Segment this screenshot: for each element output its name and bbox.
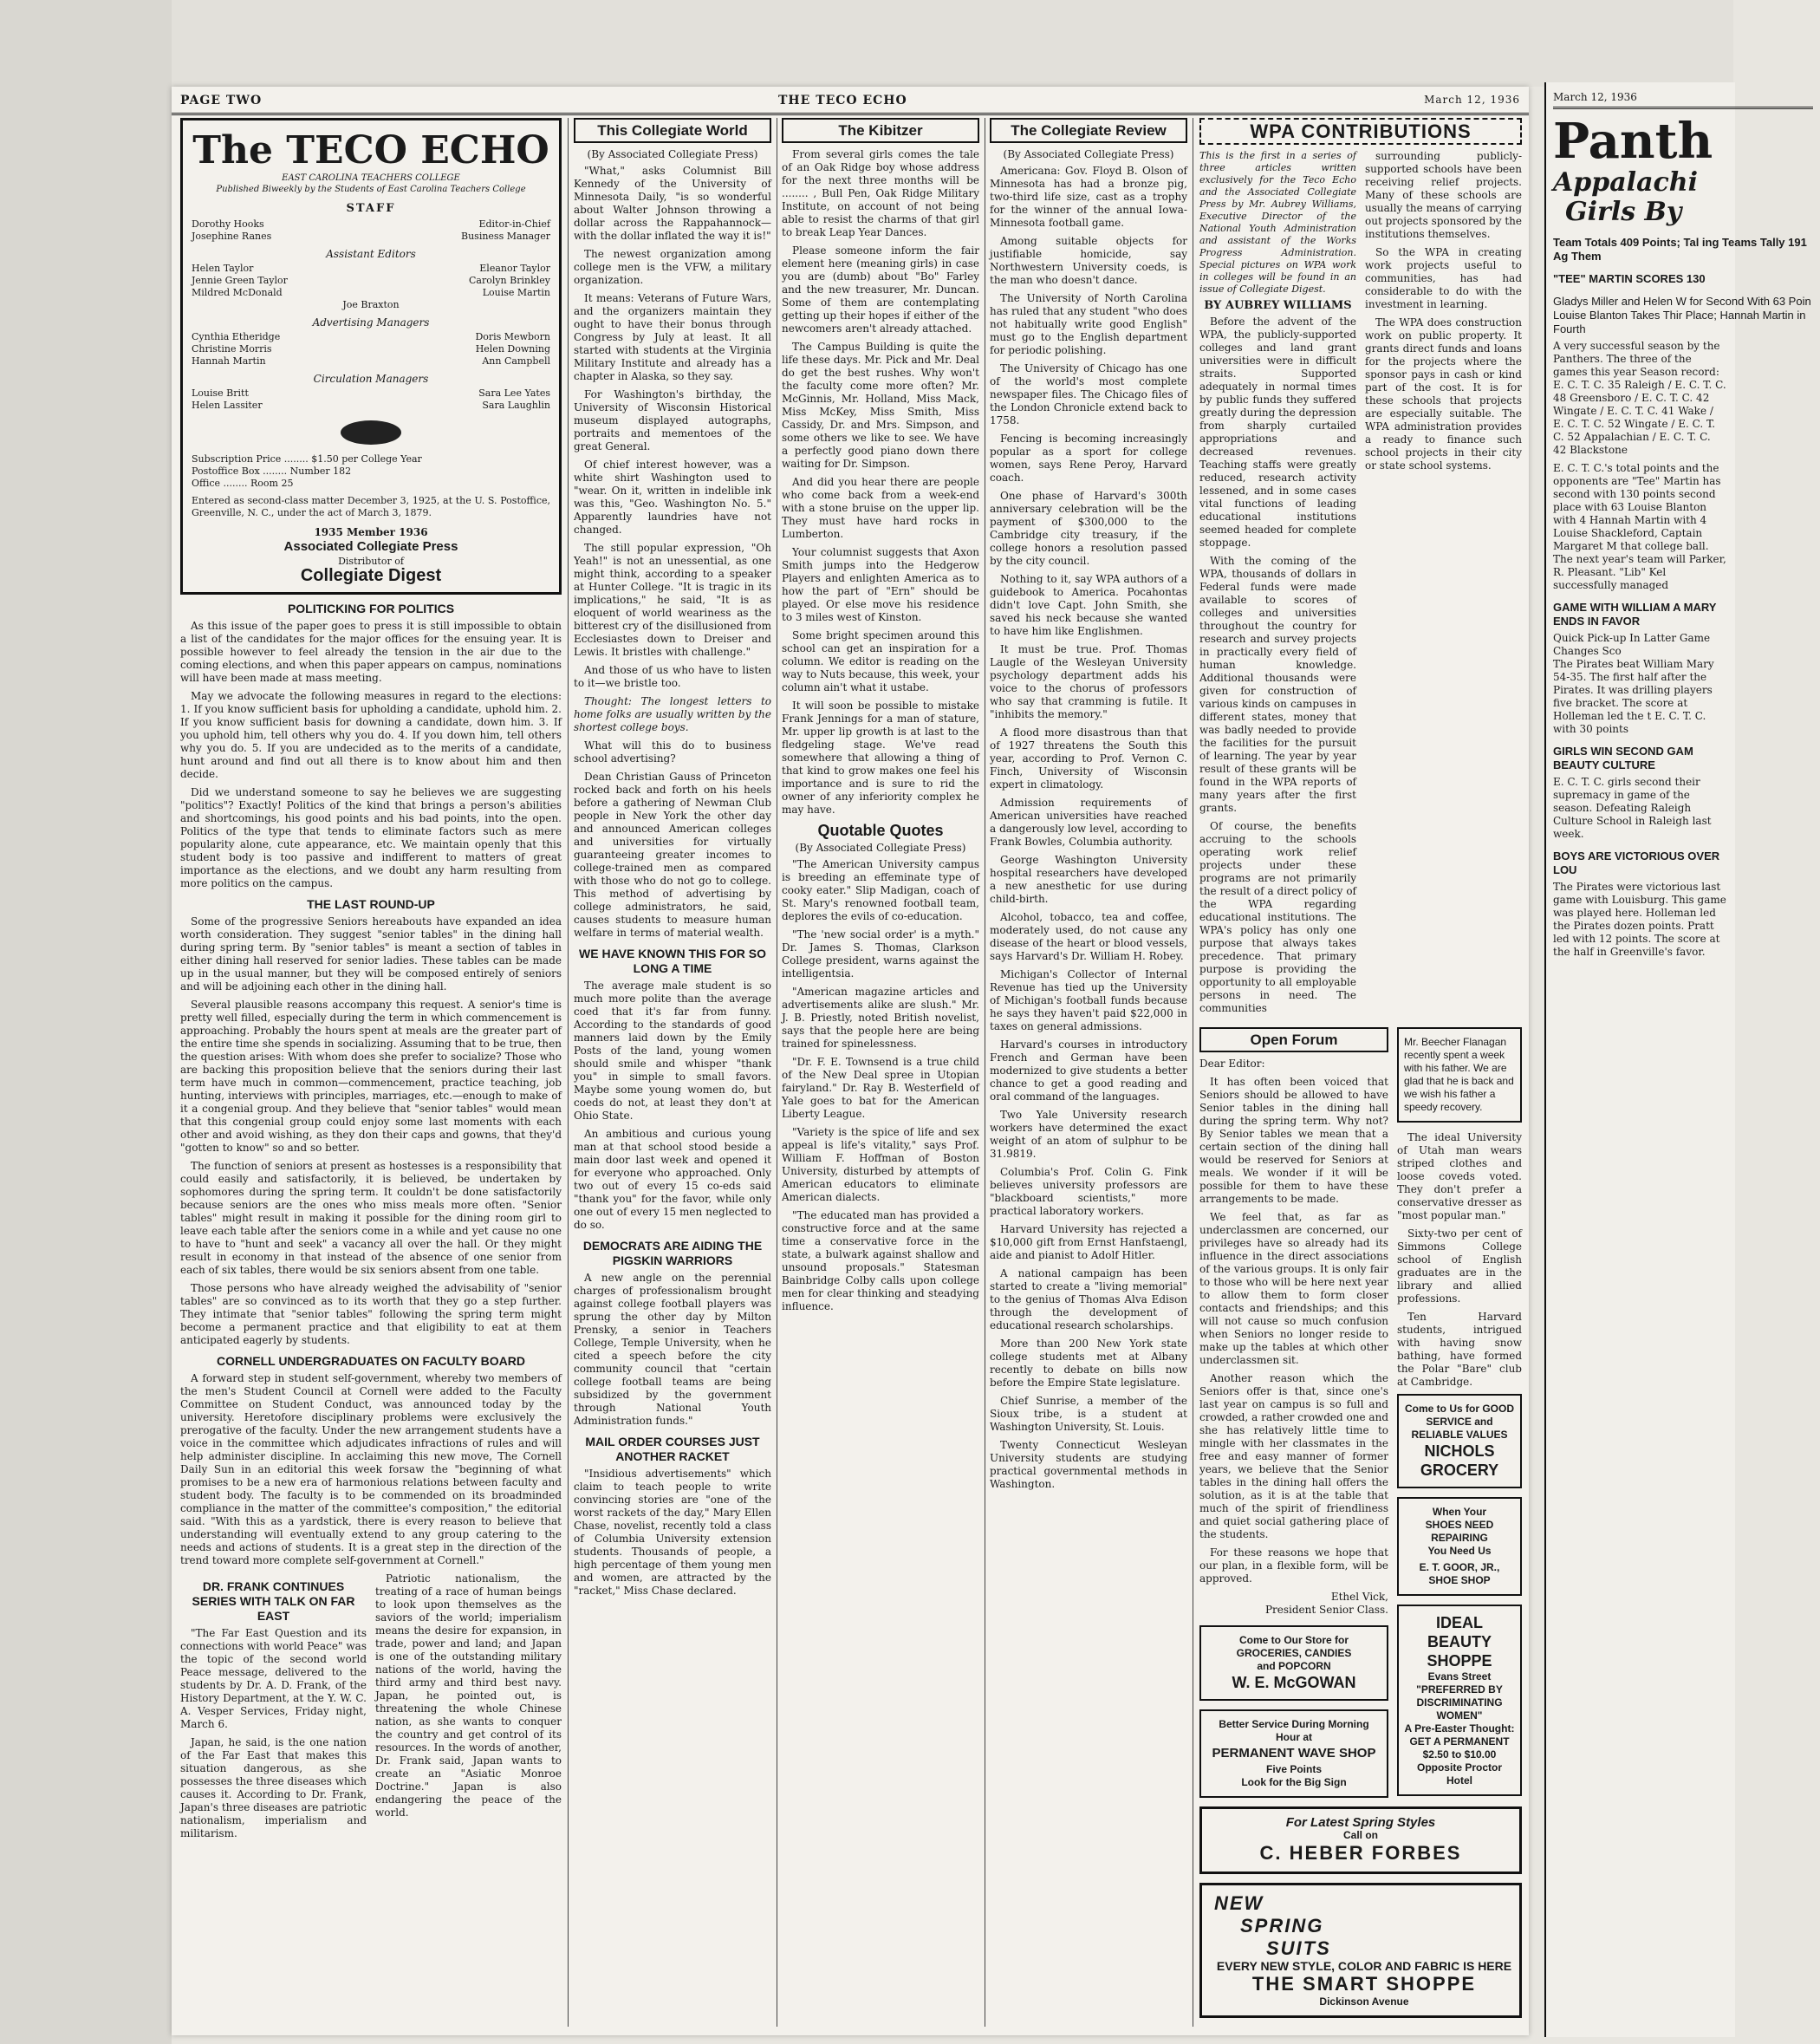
heading-wpa-contributions: WPA CONTRIBUTIONS: [1199, 118, 1522, 145]
notice-flanagan: Mr. Beecher Flanagan recently spent a week with his father. We are glad that he is back and we wish his father a speedy recovery.: [1397, 1027, 1522, 1123]
strip-headline: Panth: [1553, 113, 1713, 170]
article-paragraph: Chief Sunrise, a member of the Sioux tribe, is a student at Washington University, St. Louis.: [990, 1395, 1187, 1433]
article-paragraph: Another reason which the Seniors offer is that, since one's last year on campus is so full and crowded, a rather crowded one and she has relatively little time to mingle with her classmates in the free and easy manner of former years, we believe that the Senior tables in the dining hall offers the solution, as it is at the table that much of the spirit of friendliness and quiet social gathering place of the students.: [1199, 1372, 1388, 1540]
headline-last-roundup: THE LAST ROUND-UP: [307, 897, 435, 911]
article-paragraph: The University of Chicago has one of the world's most complete newspaper files. The Chicago files of the London Chronicle extend back to 1758.: [990, 362, 1187, 426]
article-paragraph: More than 200 New York state college students met at Albany recently to debate on bills now before the Empire State legislature.: [990, 1338, 1187, 1389]
wpa-intro: This is the first in a series of three articles written exclusively for the Teco Echo and the Associated Collegiate Press by Mr. Aubrey Williams, Executive Director of the National Youth Administration and assistant of the Works Progress Administration. Special pictures on WPA work in colleges will be found in an issue of Collegiate Digest.: [1199, 150, 1356, 295]
staff-row: Jennie Green Taylor Carolyn Brinkley: [192, 275, 550, 286]
staff-role: Business Manager: [461, 231, 550, 242]
article-paragraph: The University of North Carolina has ruled that any student "who does not habitually write good English" must go to the English department for periodic polishing.: [990, 292, 1187, 356]
staff-row: Christine Morris Helen Downing: [192, 343, 550, 355]
article-paragraph: From several girls comes the tale of an Oak Ridge boy whose address for the next three months will be ........ , Bull Pen, Oak Ridge Military Institute, on account of not being able to resist the charms of that girl to break Leap Year Dances.: [782, 148, 979, 238]
strip-body: The Pirates were victorious last game with Louisburg. This game was played here. Holleman led the Pirates dozen points. Pratt led with 12 points. The score at the half in Greenville's favor.: [1553, 881, 1726, 958]
article-paragraph: "American magazine articles and advertisements alike are slush." Mr. J. B. Priestly, noted British novelist, says that the people here are being trained for spinelessness.: [782, 986, 979, 1050]
article-paragraph: The Campus Building is quite the life these days. Mr. Pick and Mr. Deal do get the best rushes. Why won't the faculty come more often? Mr. McGinnis, Mr. Holland, Miss Mack, Miss McKey, Miss Smith, Miss Cassidy, Dr. and Mrs. Simpson, and some others we like to see. We have a perfectly good piano down there waiting for Dr. Simpson.: [782, 341, 979, 470]
scan-left-margin: [0, 0, 172, 2044]
staff-name: Josephine Ranes: [192, 231, 272, 242]
article-paragraph: A flood more disastrous than that of 1927 threatens the South this year, according to Prof. Vernon C. Finch, University of Wisconsin expert in climatology.: [990, 726, 1187, 791]
ad-nichols-grocery: Come to Us for GOOD SERVICE and RELIABLE VALUES NICHOLS GROCERY: [1397, 1394, 1522, 1488]
article-paragraph: May we advocate the following measures in regard to the elections: 1. If you know sufficient basis for upholding a candidate, uphold him. 2. If you know sufficient basis for downing a candidate, down him. 3. If you uphold him, tell others why you do. 4. If you down him, tell others why you do. 5. If you are undecided as to the merits of a candidate, hunt around and find out all there is to know about him and then decide.: [180, 690, 562, 780]
strip-body: A very successful season by the Panthers. The three of the games this year Season record:: [1553, 340, 1720, 378]
article-paragraph: "What," asks Columnist Bill Kennedy of the University of Minnesota Daily, "is so wonderful about Walter Johnson throwing a dollar across the Rappahannock—with the dollar inflated the way it is!": [574, 165, 771, 242]
article-paragraph: Please someone inform the fair element here (meaning girls) in case you are (dumb) about "Bo" Farley and the new treasurer, Mr. Duncan. Some of them are contemplating getting up their hopes if either of the newcomers aren't already attached.: [782, 244, 979, 335]
article-paragraph: It must be true. Prof. Thomas Laugle of the Wesleyan University psychology department adds his voice to the chorus of professors who say that cramming is futile. It "inhibits the memory.": [990, 643, 1187, 720]
strip-body: E. C. T. C. girls second their supremacy in game of the season. Defeating Raleigh Culture School in Raleigh last week.: [1553, 776, 1712, 840]
strip-body: The Pirates beat William Mary 54-35. The first half after the Pirates. It was drilling players five bracket. The score at Holleman led the t E. C. T. C. with 30 points: [1553, 658, 1714, 735]
folio-date: March 12, 1936: [1424, 94, 1520, 106]
header-rule: [172, 113, 1529, 115]
staff-role: Editor-in-Chief: [478, 218, 550, 230]
article-paragraph: Alcohol, tobacco, tea and coffee, moderately used, do not cause any disease of the heart or blood vessels, says Harvard's Dr. William H. Robey.: [990, 911, 1187, 962]
article-paragraph: It will soon be possible to mistake Frank Jennings for a man of stature, Mr. upper lip growth is at last to the fledgeling stage. We've read somewhere that allowing a thing of that kind to grow makes one feel his importance and is sure to rid the owner of any inferiority complex he may have.: [782, 700, 979, 816]
article-paragraph: The still popular expression, "Oh Yeah!" is not an unessential, as one might think, according to a speaker at Hunter College. "It is tragic in its implications," he said, "It is as eloquent of world weariness as the bitterest cry of the disillusioned from Ecclesiastes down to Dreiser and Lewis. It bristles with challenge.": [574, 542, 771, 658]
article-paragraph: With the coming of the WPA, thousands of dollars in Federal funds were made available to scores of colleges and universities throughout the country for research and survey projects in practically every field of human knowledge. Additional thousands were given for construction of various kinds on campuses in different states, money that was badly needed to provide the facilities for the pursuit of learning. The year by year result of these grants will be found in the WPA reports of many years after the first grants.: [1199, 555, 1356, 814]
folio-page: PAGE TWO: [180, 94, 263, 107]
article-paragraph: Of chief interest however, was a white shirt Washington used to "wear. On it, written in indelible ink was this, "Geo. Washington No. 5." Apparently laundries have not changed.: [574, 459, 771, 536]
article-paragraph: Your columnist suggests that Axon Smith jumps into the Hedgerow Players and enlighten America as to how the part of "Ern" should be played. Or else move his residence to 3 miles west of Kinston.: [782, 546, 979, 623]
heading-open-forum: Open Forum: [1199, 1027, 1388, 1052]
ad-smart-shoppe: NEW SPRING SUITS EVERY NEW STYLE, COLOR AND FABRIC IS HERE THE SMART SHOPPE Dickinson Avenue: [1199, 1883, 1522, 2018]
column-kibitzer: [782, 118, 979, 2025]
column-collegiate-review: [990, 118, 1187, 2025]
masthead-college: EAST CAROLINA TEACHERS COLLEGE: [282, 173, 460, 183]
article-paragraph: The ideal University of Utah man wears striped clothes and loose coveds voted. They don't prefer a conservative dresser as "most popular man.": [1397, 1131, 1522, 1221]
article-paragraph: As this issue of the paper goes to press it is still impossible to obtain a list of the candidates for the major offices for the ensuing year. It is possible however to feel already the tension in the air due to the coming elections, and when this paper appears on campus, nominations will have been made at mass meeting.: [180, 620, 562, 684]
masthead-publisher: Published Biweekly by the Students of East Carolina Teachers College: [216, 185, 526, 194]
credit-line: (By Associated Collegiate Press): [1003, 148, 1174, 160]
staff-row: Helen Taylor Eleanor Taylor: [192, 263, 550, 274]
article-paragraph: Those persons who have already weighed the advisability of "senior tables" are so convinced as to its worth that they go a step further. They intimate that "senior tables" following the spring term might become a permanent practice and that eligibility to eat at them anticipated eagerly by students.: [180, 1282, 562, 1346]
strip-subhead-1: Appalachi: [1553, 167, 1698, 198]
article-paragraph: The WPA does construction work on public property. It grants direct funds and loans for the projects where the sponsor pays in cash or kind part of the cost. It is for these schools that projects are especially suitable. The WPA administration provides a ready to finance such school projects in their city or state school systems.: [1365, 316, 1522, 472]
strip-deck-2: Gladys Miller and Helen W for Second With 63 Poin Louise Blanton Takes Thir Place; Hannah Martin in Fourth: [1553, 295, 1811, 335]
article-paragraph: "The Far East Question and its connections with world Peace" was the topic of the second world Peace message, delivered to the students by Dr. A. D. Frank, of the History Department, at the Y. W. C. A. Vesper Services, Friday night, March 6.: [180, 1627, 367, 1730]
heading-this-collegiate-world: This Collegiate World: [574, 118, 771, 143]
article-paragraph: The function of seniors at present as hostesses is a responsibility that could easily and satisfactorily, it is believed, be undertaken by sophomores during the spring term. It couldn't be done satisfactorily because seniors are the ones who miss meals more often. "Senior tables" might result in making it possible for the dining room girl to leave each table after the seniors come in a while and yet cause no one to have to "hunt and seek" a vacancy all over the hall. Or they might result in economy in that instead of the absence of one senior from each of six tables, there would be six seniors absent from one table.: [180, 1160, 562, 1276]
credit-line: (By Associated Collegiate Press): [587, 148, 758, 160]
article-paragraph: Among suitable objects for justifiable homicide, say Northwestern University coeds, is the man who doesn't dance.: [990, 235, 1187, 286]
adjacent-page-strip: [1544, 82, 1811, 2037]
article-paragraph: Did we understand someone to say he believes we are suggesting "politics"? Exactly! Politics of the kind that brings a person's abilities and shortcomings, his good points and his bad points, into the open. Politics of the type that tends to eliminate factors such as mere popularity alone, cute appearance, etc. We maintain openly that this student body is too passive and indifferent to matters of great importance as the elections, and we doubt any harm resulting from more politics on the campus.: [180, 786, 562, 889]
article-paragraph: Nothing to it, say WPA authors of a guidebook to America. Pocahontas didn't love Capt. John Smith, she saved his neck because she wanted to have him like Englishmen.: [990, 573, 1187, 637]
staff-row: Mildred McDonald Louise Martin: [192, 287, 550, 298]
article-paragraph: It means: Veterans of Future Wars, and the organizers maintain they ought to have their bonus through Congress by July at least. It all started with students at the Virginia Military Institute and already has a chapter in Alaska, so they say.: [574, 292, 771, 382]
acp-logo-text: Associated Collegiate Press: [283, 539, 458, 554]
heading-kibitzer: The Kibitzer: [782, 118, 979, 143]
ad-permanent-wave: Better Service During Morning Hour at PERMANENT WAVE SHOP Five Points Look for the Big Sign: [1199, 1709, 1388, 1798]
article-paragraph: Fencing is becoming increasingly popular as a sport for college women, says Rene Peroy, Harvard coach.: [990, 433, 1187, 484]
article-paragraph: Columbia's Prof. Colin G. Fink believes university professors are "blackboard scientists," more practical laboratory workers.: [990, 1166, 1187, 1217]
staff-name: Dorothy Hooks: [192, 218, 264, 230]
article-paragraph: One phase of Harvard's 300th anniversary celebration will be the payment of $300,000 to the Cambridge city treasury, if the college honors a resolution passed by the city council.: [990, 490, 1187, 567]
staff-row: Helen Lassiter Sara Laughlin: [192, 400, 550, 411]
article-paragraph: "Variety is the spice of life and sex appeal is life's vitality," says Prof. William F. Hoffman of Boston University, disturbed by attempts of American educators to eliminate American dialects.: [782, 1126, 979, 1203]
headline-mail-order: MAIL ORDER COURSES JUST ANOTHER RACKET: [585, 1435, 760, 1463]
article-paragraph: Two Yale University research workers have determined the exact weight of an atom of sulphur to be 31.9819.: [990, 1109, 1187, 1160]
headline-dr-frank: DR. FRANK CONTINUES SERIES WITH TALK ON FAR EAST: [192, 1579, 355, 1623]
article-paragraph: Ten Harvard students, intrigued with having snow bathing, have formed the Polar "Bare" club at Cambridge.: [1397, 1311, 1522, 1388]
article-paragraph: Admission requirements of American universities have reached a dangerously low level, according to Frank Bowles, Columbia authority.: [990, 797, 1187, 848]
article-paragraph: An ambitious and curious young man at that school stood beside a main door last week and opened it for everyone who approached. Only two out of every 15 co-eds said "thank you" for the favor, while only one out of every 15 men neglected to do so.: [574, 1128, 771, 1231]
article-paragraph: We feel that, as far as underclassmen are concerned, our privileges have so already had its influence in the direct associations of the various groups. It is only fair to those who will be here next year to allow them to form closer contacts and friendships; and this will not cause so much confusion when Seniors no longer reside to make up the tables at which other underclassmen sit.: [1199, 1211, 1388, 1366]
staff-heading: STAFF: [346, 202, 396, 215]
headline-cornell: CORNELL UNDERGRADUATES ON FACULTY BOARD: [217, 1354, 525, 1368]
ad-goor-shoe-shop: When Your SHOES NEED REPAIRING You Need Us E. T. GOOR, JR., SHOE SHOP: [1397, 1497, 1522, 1596]
strip-headline-boys: BOYS ARE VICTORIOUS OVER LOU: [1553, 849, 1720, 876]
ad-mcgowan: Come to Our Store for GROCERIES, CANDIES and POPCORN W. E. McGOWAN: [1199, 1625, 1388, 1701]
forum-salutation: Dear Editor:: [1199, 1058, 1265, 1070]
article-paragraph: So the WPA in creating work projects useful to communities, has had considerable to do with the investment in learning.: [1365, 246, 1522, 310]
article-paragraph: surrounding publicly-supported schools have been receiving relief projects. Many of these schools are usually the means of carrying out projects sponsored by the institutions themselves.: [1365, 150, 1523, 240]
article-paragraph: For these reasons we hope that our plan, in a flexible form, will be approved.: [1199, 1546, 1388, 1585]
folio-title: THE TECO ECHO: [778, 94, 907, 107]
article-paragraph: George Washington University hospital researchers have developed a new anesthetic for use during child-birth.: [990, 854, 1187, 905]
strip-subhead-2: Girls By: [1565, 197, 1682, 227]
article-paragraph: Harvard University has rejected a $10,000 gift from Ernst Hanfstaengl, aide and pianist to Adolf Hitler.: [990, 1223, 1187, 1261]
strip-headline-girls-win: GIRLS WIN SECOND GAM BEAUTY CULTURE: [1553, 745, 1693, 771]
circulation-heading: Circulation Managers: [313, 373, 429, 385]
column-editorial: [180, 118, 562, 2025]
article-paragraph: "The educated man has provided a constructive force and at the same time a conservative force in the state, a bulwark against shallow and unsound proposals." Statesman Bainbridge Colby calls upon college men for clear thinking and steadying influence.: [782, 1209, 979, 1312]
strip-tee-martin: "TEE" MARTIN SCORES 130: [1553, 272, 1706, 285]
strip-deck: Team Totals 409 Points; Tal ing Teams Tally 191 Ag Them: [1553, 236, 1807, 263]
newspaper-page: [172, 87, 1529, 2035]
entered-notice: Entered as second-class matter December 3, 1925, at the U. S. Postoffice, Greenville, N. C., under the act of March 3, 1879.: [192, 495, 550, 518]
article-paragraph: Some bright specimen around this school can get an inspiration for a column. We editor is reading on the way to Nuts because, this week, your column ain't what it ustabe.: [782, 629, 979, 693]
staff-row: Louise Britt Sara Lee Yates: [192, 387, 550, 399]
article-paragraph: "Dr. F. E. Townsend is a true child of the New Deal spree in Utopian fairyland." Dr. Ray B. Westerfield of Yale goes to bat for the American Liberty League.: [782, 1056, 979, 1120]
article-paragraph: Twenty Connecticut Wesleyan University students are studying practical governmental methods in Washington.: [990, 1439, 1187, 1490]
strip-scores: E. C. T. C. 35 Raleigh / E. C. T. C. 48 Greensboro / E. C. T. C. 42 Wingate / E. C. T. C. 41 Wake / E. C. T. C. 52 Wingate / E. C. T. C. 52 Appalachian / E. C. T. C. 42 Blackstone: [1553, 379, 1726, 456]
article-paragraph: Harvard's courses in introductory French and German have been modernized to give students a better chance to get a good reading and oral command of the languages.: [990, 1038, 1187, 1103]
article-paragraph: "The 'new social order' is a myth." Dr. James S. Thomas, Clarkson College president, warns against the intelligentsia.: [782, 928, 979, 980]
article-paragraph: What will this do to business school advertising?: [574, 739, 771, 765]
article-paragraph: Some of the progressive Seniors hereabouts have expanded an idea worth consideration. They suggest "senior tables" in the dining hall during spring term. By "senior tables" is meant a section of tables in either dining hall reserved for senior ladies. These tables can be made up in the usual manner, but they will be composed entirely of seniors and will be adjoining each other in the dining hall.: [180, 915, 562, 993]
article-paragraph: Sixty-two per cent of Simmons College school of English graduates are in the library and allied professions.: [1397, 1227, 1522, 1305]
staff-row: Cynthia Etheridge Doris Mewborn: [192, 331, 550, 342]
masthead-title: The TECO ECHO: [192, 128, 549, 173]
staff-row: Hannah Martin Ann Campbell: [192, 355, 550, 367]
collegiate-digest-logo: Collegiate Digest: [300, 566, 442, 585]
article-paragraph: A forward step in student self-government, whereby two members of the men's Student Council at Cornell were added to the Faculty Committee on Student Conduct, was announced today by the university. Heretofore disciplinary problems were exclusively the prerogative of the faculty. Under the new arrangement students have a voice in the committee which adjudicates infractions of rules and will help administer discipline. In acclaiming this new move, The Cornell Daily Sun in an editorial this week forsaw the "beginning of what promises to be a new era of harmonious relations between faculty and student body. The faculty is to be commended on its broadminded compliance in the matter of the committee's composition," the editorial said. "With this as a yardstick, there is every reason to believe that understanding will eventually extend to any group catering to the needs and actions of students. It is a great step in the direction of the trend toward more complete self-government at Cornell.": [180, 1372, 562, 1566]
advertising-heading: Advertising Managers: [312, 316, 430, 329]
staff-row: Joe Braxton: [342, 299, 400, 310]
office-line: Office ........ Room 25: [192, 478, 294, 489]
article-paragraph: Americana: Gov. Floyd B. Olson of Minnesota has had a bronze pig, two-third life size, cast as a trophy for the winner of the annual Iowa-Minnesota football game.: [990, 165, 1187, 229]
article-paragraph: Before the advent of the WPA, the publicly-supported colleges and land grant universities were in difficult straits. Supported adequately in normal times by public funds they suffered greatly during the depression from sharply curtailed appropriations and decreased revenues. Teaching staffs were greatly reduced, research activity lessened, and in some cases vital functions of leading educational institutions seemed headed for complete stoppage.: [1199, 316, 1357, 549]
article-paragraph: For Washington's birthday, the University of Wisconsin Historical museum displayed autographs, portraits and mementoes of the great General.: [574, 388, 771, 452]
ad-heber-forbes: For Latest Spring Styles Call on C. HEBER FORBES: [1199, 1806, 1522, 1874]
headline-known-this: WE HAVE KNOWN THIS FOR SO LONG A TIME: [579, 947, 766, 975]
member-line: 1935 Member 1936: [314, 526, 428, 538]
distributor-text: Distributor of: [338, 556, 404, 567]
strip-body: E. C. T. C.'s total points and the opponents are "Tee" Martin has second with 130 points second place with 63 Louise Blanton with 4 Hannah Martin with 4 Louise Shackleford, Captain Margaret M that college ball. The next year's team will Parker, R. Pleasant. "Lib" Kel successfully managed: [1553, 462, 1726, 591]
heading-collegiate-review: The Collegiate Review: [990, 118, 1187, 143]
article-paragraph: The average male student is so much more polite than the average coed that it's far from funny. According to the standards of good manners laid down by the Emily Posts of the land, young women should smile and whisper "thank you" in simple to small favors. Maybe some young women do, but coeds do not, at least they don't at Ohio State.: [574, 980, 771, 1122]
article-paragraph: Japan, he said, is the one nation of the Far East that makes this situation dangerous, as she possesses the three diseases which causes it. According to Dr. Frank, Japan's three diseases are patriotic nationalism, imperialism and militarism.: [180, 1736, 367, 1839]
article-paragraph: And did you hear there are people who come back from a week-end with a stone bruise on the upper lip. They must have hard rocks in Lumberton.: [782, 476, 979, 540]
headline-politicking: POLITICKING FOR POLITICS: [287, 602, 455, 615]
wpa-byline: BY AUBREY WILLIAMS: [1204, 299, 1352, 312]
strip-headline-william-mary: GAME WITH WILLIAM A MARY ENDS IN FAVOR: [1553, 601, 1717, 628]
scan-top-margin: [0, 0, 1733, 87]
column-rule: [568, 118, 569, 2027]
staff-row: [192, 218, 550, 231]
forum-signature: Ethel Vick,: [1330, 1591, 1388, 1603]
staff-row: [192, 231, 550, 243]
column-wpa-and-ads: [1199, 118, 1522, 2025]
headline-quotable-quotes: Quotable Quotes: [817, 822, 944, 839]
article-paragraph: Several plausible reasons accompany this request. A senior's time is pretty well filled, especially during the term in which commencement is approaching. Probably the hours spent at meals are the greater part of the entire time she spends in socializing. Assuming that to be true, then the question arises: With whom does she prefer to socialize? Those who are backing this proposition believe that the seniors during their last term have much in common—commencement, practice teaching, job hunting, interviews with principles, marriages, etc.—enough to make of it a congenial group. And they believe that "senior tables" would mean that this congenial group could enjoy some last moments with each other and avoid wishing, as they don their caps and gowns, that they'd "gotten to know" so and so better.: [180, 999, 562, 1154]
article-paragraph: Thought: The longest letters to home folks are usually written by the shortest college boys.: [574, 695, 771, 733]
article-paragraph: A new angle on the perennial charges of professionalism brought against college football players was sprung the other day by Milton Prensky, a senior in Teachers College, Temple University, when he cited a speech before the city community council that "certain college football teams are being subsidized by the government through National Youth Administration funds.": [574, 1272, 771, 1427]
masthead: [180, 118, 562, 595]
article-paragraph: And those of us who have to listen to it—we bristle too.: [574, 664, 771, 689]
college-seal-icon: [341, 420, 401, 445]
column-collegiate-world: [574, 118, 771, 2025]
article-paragraph: A national campaign has been started to create a "living memorial" to the genius of Thomas Alva Edison through the development of educational research scholarships.: [990, 1267, 1187, 1331]
article-paragraph: It has often been voiced that Seniors should be allowed to have Senior tables in the dining hall during the spring term. Why not? By Senior tables we mean that a certain section of the dining hall would be reserved for Seniors at meals. We wonder if it will be possible for them to have these arrangements to be made.: [1199, 1076, 1388, 1205]
credit-line: (By Associated Collegiate Press): [795, 842, 966, 854]
article-paragraph: The newest organization among college men is the VFW, a military organization.: [574, 248, 771, 286]
article-paragraph: "Insidious advertisements" which claim to teach people to write convincing stories are "one of the worst rackets of the day," Mary Ellen Chase, novelist, recently told a class of Columbia University extension students. Thousands of people, a high percentage of them young men and women, are attracted by the "racket," Miss Chase declared.: [574, 1468, 771, 1597]
article-paragraph: Of course, the benefits accruing to the schools operating work relief projects under these programs are not primarily the result of a direct policy of the WPA regarding educational institutions. The WPA's policy has only one purpose that always takes precedence. That primary purpose is providing the opportunity to all employable persons in need. The communities: [1199, 820, 1356, 1014]
headline-democrats: DEMOCRATS ARE AIDING THE PIGSKIN WARRIORS: [582, 1239, 763, 1267]
forum-signature-title: President Senior Class.: [1264, 1604, 1388, 1616]
strip-date: March 12, 1936: [1553, 91, 1637, 103]
subscription-line: Subscription Price ........ $1.50 per College Year: [192, 453, 422, 465]
postoffice-line: Postoffice Box ........ Number 182: [192, 465, 352, 477]
article-paragraph: Dean Christian Gauss of Princeton rocked back and forth on his heels before a gathering of Newman Club people in New York the other day and announced American colleges and universities for virtually guaranteeing greater incomes to college-trained men as compared with those who do not go to college. This method of advertising by college administrators, he said, causes students to measure human welfare in terms of material wealth.: [574, 771, 771, 939]
assistant-heading: Assistant Editors: [326, 248, 416, 260]
article-paragraph: Michigan's Collector of Internal Revenue has tied up the University of Michigan's football funds because he says they haven't paid $22,000 in taxes on general admissions.: [990, 968, 1187, 1032]
strip-deck-3: Quick Pick-up In Latter Game Changes Sco: [1553, 632, 1711, 657]
ad-ideal-beauty-shoppe: IDEAL BEAUTY SHOPPE Evans Street "PREFERRED BY DISCRIMINATING WOMEN" A Pre-Easter Thought: GET A PERMANENT $2.50 to $10.00 Opposite Proctor Hotel: [1397, 1605, 1522, 1796]
article-paragraph: Patriotic nationalism, the treating of a race of human beings to look upon themselves as the saviors of the world; imperialism means the desire for expansion, in trade, power and land; and Japan is one of the outstanding military nations of the world, having the third army and third best navy. Japan, he pointed out, is threatening the whole Chinese nation, as she wants to conquer the country and get control of its resources. In the words of another, Dr. Frank said, Japan wants to create an "Asiatic Monroe Doctrine." Japan is also endangering the peace of the world.: [375, 1572, 562, 1819]
article-paragraph: "The American University campus is breeding an effeminate type of cooky eater." Slip Madigan, coach of St. Mary's renowned football team, deplores the evils of co-education.: [782, 858, 979, 922]
